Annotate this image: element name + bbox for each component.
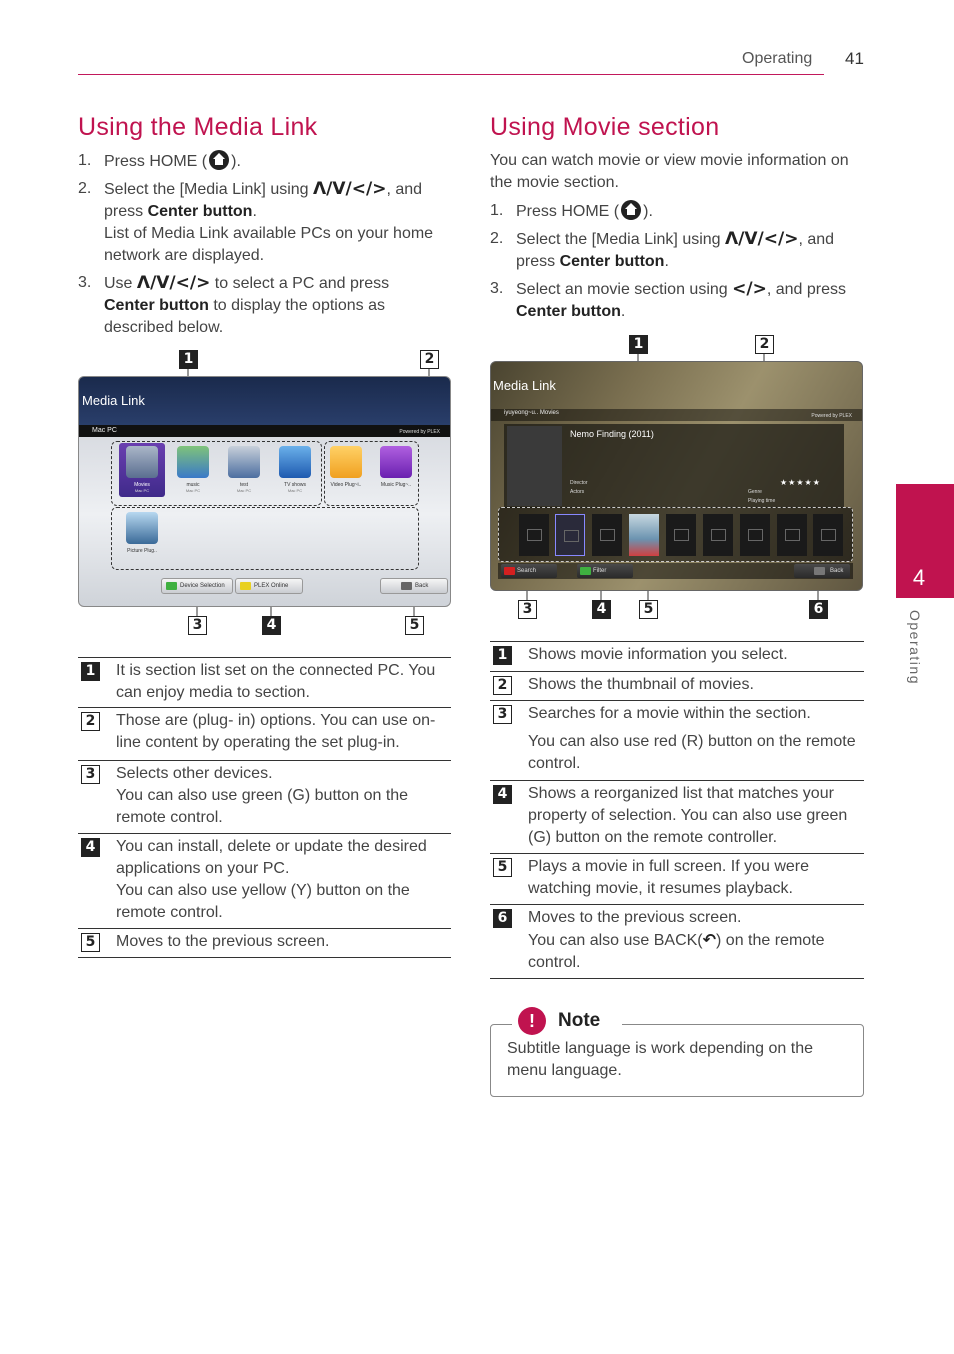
thumbnail-poster[interactable] — [629, 514, 659, 556]
tile-label: Picture Plug.. — [127, 548, 157, 554]
row-callout: 2 — [493, 676, 512, 695]
step-text-part: , and press — [766, 281, 846, 298]
green-key-icon — [580, 567, 591, 575]
row-text: Shows the thumbnail of movies. — [528, 676, 754, 693]
tile-label: Movies — [134, 482, 150, 488]
step-text-part: Select the [Media Link] using — [104, 181, 314, 198]
right-table-row-4 — [490, 780, 864, 853]
step-text-part: . — [252, 203, 257, 220]
right-table-row-5 — [490, 853, 864, 904]
right-intro: You can watch movie or view movie information on the movie section. — [490, 152, 849, 191]
folder-icon — [279, 446, 311, 478]
row-callout: 1 — [493, 646, 512, 665]
step-text-part: Press HOME ( — [104, 153, 208, 170]
row-text — [528, 907, 863, 974]
step-text — [516, 278, 856, 323]
left-table-end — [78, 957, 451, 958]
step-text-part: , and press — [104, 181, 423, 220]
step-text-part: . — [620, 303, 626, 320]
callout-1: 1 — [179, 350, 198, 369]
meta-playing-time: Playing time — [748, 498, 776, 504]
row-line: You can also use BACK( — [528, 932, 703, 949]
right-table-row-3 — [490, 700, 864, 780]
home-icon — [621, 200, 641, 220]
tile-sub: Mac PC — [236, 488, 252, 493]
arrow-keys-icon: Λ/V/</> — [725, 229, 799, 249]
left-table-row-2 — [78, 707, 451, 759]
step-number: 3. — [78, 274, 92, 291]
row-line: Moves to the previous screen. — [528, 909, 742, 926]
page-number: 41 — [845, 49, 864, 68]
tile-label: test — [239, 482, 249, 488]
back-button[interactable] — [794, 564, 850, 578]
arrow-keys-icon: Λ/V/</> — [313, 179, 387, 199]
thumbnail[interactable] — [777, 514, 807, 556]
folder-icon — [177, 446, 209, 478]
step-number: 1. — [490, 202, 504, 219]
tile-label: Video Plug~i.. — [330, 482, 362, 488]
tile-video-plugin[interactable] — [323, 443, 369, 497]
screen-title: Media Link — [493, 378, 556, 393]
row-line: ) on the remote control. — [528, 932, 825, 971]
button-label: Back — [830, 568, 844, 574]
row-callout: 3 — [81, 765, 100, 784]
step-text-part: Use — [104, 275, 137, 292]
callout-5: 5 — [639, 600, 658, 619]
row-line: You can also use red (R) button on the remote control. — [528, 733, 856, 772]
device-selection-button[interactable] — [161, 578, 233, 594]
tile-label: Music Plug~.. — [380, 482, 412, 488]
poster-placeholder-icon — [507, 426, 562, 506]
row-callout: 4 — [81, 838, 100, 857]
step-text-part: to select a PC and press — [210, 275, 390, 292]
row-callout: 3 — [493, 705, 512, 724]
step-text-part: Select an movie section using — [516, 281, 733, 298]
movie-info-panel — [504, 424, 844, 508]
step-text-part: Select the [Media Link] using — [516, 231, 726, 248]
music-note-icon — [380, 446, 412, 478]
powered-by: Powered by PLEX — [399, 429, 440, 435]
row-line: You can also use yellow (Y) button on the remote control. — [116, 882, 410, 921]
search-button[interactable] — [501, 564, 557, 578]
back-button[interactable] — [380, 578, 448, 594]
step-extra: List of Media Link available PCs on your home network are displayed. — [104, 225, 434, 264]
thumbnail-strip — [498, 507, 853, 562]
screen-title: Media Link — [82, 393, 145, 408]
green-key-icon — [166, 582, 177, 590]
movies-icon — [126, 446, 158, 478]
step-bold: Center button — [104, 297, 209, 314]
section-title-media-link: Using the Media Link — [78, 113, 318, 141]
thumbnail[interactable] — [813, 514, 843, 556]
thumbnail[interactable] — [703, 514, 733, 556]
chapter-label: Operating — [907, 610, 923, 685]
left-table-row-1 — [78, 657, 451, 707]
row-callout: 5 — [493, 858, 512, 877]
yellow-key-icon — [240, 582, 251, 590]
right-step-1 — [490, 200, 865, 222]
section-title-movie: Using Movie section — [490, 113, 720, 141]
row-callout: 6 — [493, 909, 512, 928]
row-callout: 1 — [81, 662, 100, 681]
row-text: It is section list set on the connected PC. You can enjoy media to section. — [116, 662, 436, 701]
step-text-part: to display the options as described below. — [104, 297, 385, 336]
tile-test[interactable] — [221, 443, 267, 497]
back-icon: ↶ — [702, 930, 717, 949]
tile-music-plugin[interactable] — [373, 443, 419, 497]
step-text-part: Press HOME ( — [516, 203, 620, 220]
left-table-row-4 — [78, 833, 451, 928]
thumbnail[interactable] — [592, 514, 622, 556]
back-key-icon — [401, 582, 412, 590]
callout-4: 4 — [592, 600, 611, 619]
back-key-icon — [814, 567, 825, 575]
step-number: 2. — [78, 180, 92, 197]
row-text — [116, 763, 451, 829]
callout-2: 2 — [755, 335, 774, 354]
callout-3: 3 — [188, 616, 207, 635]
callout-4: 4 — [262, 616, 281, 635]
right-table-row-1 — [490, 641, 864, 671]
media-link-screenshot — [78, 376, 451, 607]
step-number: 1. — [78, 152, 92, 169]
tile-label: TV shows — [284, 482, 306, 488]
step-number: 2. — [490, 230, 504, 247]
tile-sub: Mac PC — [185, 488, 201, 493]
button-label: Search — [517, 568, 537, 574]
row-text: Moves to the previous screen. — [116, 933, 330, 950]
arrow-keys-icon: Λ/V/</> — [136, 273, 211, 293]
step-text — [516, 228, 856, 273]
video-camera-icon — [330, 446, 362, 478]
left-table-row-5 — [78, 928, 451, 957]
right-step-3 — [490, 278, 865, 324]
row-text: Shows movie information you select. — [528, 646, 788, 663]
right-table-row-2 — [490, 671, 864, 700]
callout-5: 5 — [405, 616, 424, 635]
chapter-number: 4 — [912, 565, 926, 590]
thumbnail[interactable] — [666, 514, 696, 556]
row-text: Shows a reorganized list that matches your property of selection. You can also use green (G) button on the remote controller. — [528, 785, 848, 846]
screen-bar — [79, 425, 450, 437]
film-reel-icon — [228, 446, 260, 478]
row-line: You can also use green (G) button on the remote control. — [116, 787, 409, 826]
meta-director: Director — [570, 480, 588, 486]
button-label: Back — [415, 583, 429, 589]
row-callout: 5 — [81, 933, 100, 952]
row-callout: 4 — [493, 785, 512, 804]
thumbnail[interactable] — [519, 514, 549, 556]
powered-by: Powered by PLEX — [811, 413, 852, 419]
picture-icon — [126, 512, 158, 544]
button-label: PLEX Online — [254, 583, 289, 589]
running-header-section: Operating — [742, 50, 813, 67]
button-label: Device Selection — [180, 583, 225, 589]
step-bold: Center button — [147, 203, 253, 220]
row-text: Plays a movie in full screen. If you were watching movie, it resumes playback. — [528, 858, 810, 897]
left-table-row-3 — [78, 760, 451, 832]
filter-button[interactable] — [577, 564, 633, 578]
note-text: Subtitle language is work depending on the menu language. — [507, 1040, 813, 1079]
button-label: Filter — [593, 568, 607, 574]
row-text — [528, 703, 863, 775]
row-line: You can install, delete or update the desired applications on your PC. — [116, 838, 427, 877]
callout-1: 1 — [629, 335, 648, 354]
callout-2: 2 — [420, 350, 439, 369]
tile-sub: Mac PC — [134, 488, 150, 493]
tile-label: music — [186, 482, 200, 488]
step-text-part: , and press — [516, 231, 835, 270]
step-number: 3. — [490, 280, 504, 297]
movie-section-screenshot — [490, 361, 863, 591]
step-bold: Center button — [559, 253, 665, 270]
red-key-icon — [504, 567, 515, 575]
exclamation-icon: ! — [518, 1007, 546, 1035]
movie-title: Nemo Finding (2011) — [570, 429, 654, 439]
tile-music[interactable] — [170, 443, 216, 497]
row-line: Searches for a movie within the section. — [528, 705, 811, 722]
screen-subtitle: Mac PC — [92, 427, 117, 434]
arrow-keys-icon: </> — [732, 279, 767, 299]
tile-sub: Mac PC — [287, 488, 303, 493]
callout-6: 6 — [809, 600, 828, 619]
step-text — [516, 200, 856, 223]
meta-actors: Actors — [570, 489, 585, 495]
tile-tv-shows[interactable] — [272, 443, 318, 497]
thumbnail-selected[interactable] — [555, 514, 585, 556]
row-callout: 2 — [81, 712, 100, 731]
rating-stars-icon: ★★★★★ — [780, 478, 821, 487]
step-bold: Center button — [516, 303, 621, 320]
right-table-row-6 — [490, 904, 864, 978]
thumbnail[interactable] — [740, 514, 770, 556]
tile-movies[interactable] — [119, 443, 165, 497]
plex-online-button[interactable] — [235, 578, 303, 594]
step-text-part: . — [664, 253, 669, 270]
row-text: Those are (plug- in) options. You can use on-line content by operating the set plug-in. — [116, 712, 436, 751]
note-label: Note — [558, 1010, 601, 1031]
row-text — [116, 836, 451, 924]
callout-3: 3 — [518, 600, 537, 619]
step-text-part: ). — [231, 153, 241, 170]
row-line: Selects other devices. — [116, 765, 273, 782]
right-step-2 — [490, 228, 865, 274]
tile-picture-plugin[interactable] — [119, 509, 165, 563]
step-text-part: ). — [643, 203, 653, 220]
meta-genre: Genre — [748, 489, 762, 495]
right-table-end — [490, 978, 864, 979]
breadcrumb: iyuyeong~u.. Movies — [504, 410, 559, 416]
